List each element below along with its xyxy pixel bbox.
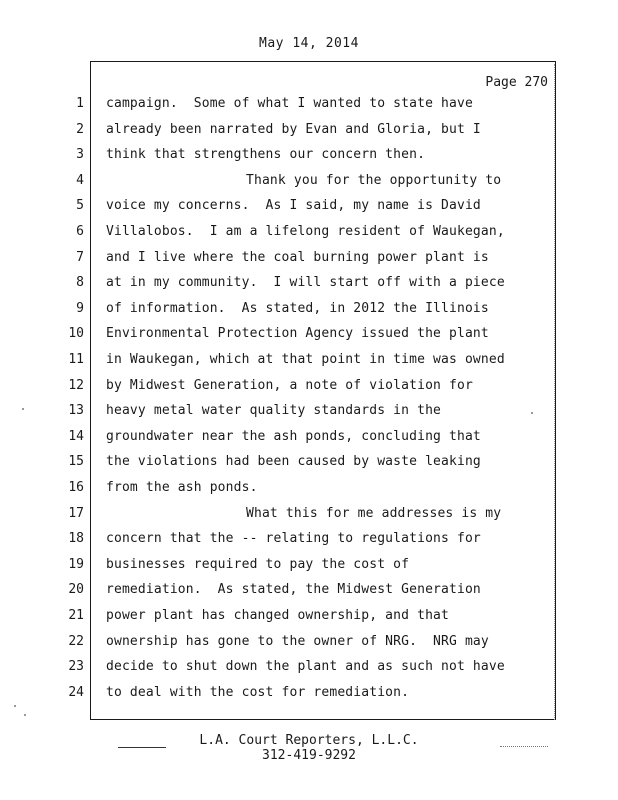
transcript-line: campaign. Some of what I wanted to state have [106,96,473,111]
transcript-line: of information. As stated, in 2012 the Illinois [106,301,489,316]
transcript-date: May 14, 2014 [259,36,359,51]
line-number: 11 [68,352,84,367]
line-number: 15 [68,454,84,469]
line-number: 22 [68,634,84,649]
transcript-line: power plant has changed ownership, and that [106,608,449,623]
page-number: Page 270 [485,75,548,90]
transcript-line: What this for me addresses is my [246,506,502,521]
scan-speck [22,408,24,410]
line-number: 7 [76,250,84,265]
line-number: 8 [76,275,84,290]
transcript-line: Villalobos. I am a lifelong resident of Waukegan, [106,224,505,239]
line-number: 23 [68,659,84,674]
scan-speck [24,714,26,716]
transcript-line: Environmental Protection Agency issued the plant [106,326,489,341]
line-number: 9 [76,301,84,316]
transcript-line: to deal with the cost for remediation. [106,685,410,700]
transcript-line: think that strengthens our concern then. [106,147,426,162]
margin-rule [554,64,555,720]
line-number: 17 [68,506,84,521]
transcript-line: by Midwest Generation, a note of violation for [106,378,473,393]
line-number: 2 [76,122,84,137]
line-number: 21 [68,608,84,623]
transcript-line: at in my community. I will start off with a piece [106,275,505,290]
transcript-line: heavy metal water quality standards in the [106,403,442,418]
line-number: 6 [76,224,84,239]
court-reporter-name: L.A. Court Reporters, L.L.C. [199,733,419,748]
transcript-line: and I live where the coal burning power plant is [106,250,489,265]
transcript-line: already been narrated by Evan and Gloria, but I [106,122,481,137]
transcript-line: in Waukegan, which at that point in time was owned [106,352,505,367]
transcript-line: decide to shut down the plant and as such not have [106,659,505,674]
transcript-line: businesses required to pay the cost of [106,557,410,572]
line-number: 16 [68,480,84,495]
line-number: 20 [68,582,84,597]
line-number: 19 [68,557,84,572]
transcript-line: ownership has gone to the owner of NRG. NRG may [106,634,489,649]
transcript-line: remediation. As stated, the Midwest Generation [106,582,481,597]
transcript-line: concern that the -- relating to regulations for [106,531,481,546]
line-number: 4 [76,173,84,188]
line-number: 18 [68,531,84,546]
transcript-line: groundwater near the ash ponds, concluding that [106,429,481,444]
line-number: 5 [76,198,84,213]
scan-speck [14,705,16,707]
court-reporter-phone: 312-419-9292 [262,748,356,763]
line-number: 3 [76,147,84,162]
transcript-line: Thank you for the opportunity to [246,173,502,188]
transcript-line: from the ash ponds. [106,480,258,495]
transcript-line: the violations had been caused by waste leaking [106,454,481,469]
line-number: 14 [68,429,84,444]
scan-speck [531,412,533,414]
transcript-line: voice my concerns. As I said, my name is David [106,198,481,213]
line-number: 12 [68,378,84,393]
line-number: 24 [68,685,84,700]
line-number: 1 [76,96,84,111]
line-number: 10 [68,326,84,341]
line-number: 13 [68,403,84,418]
